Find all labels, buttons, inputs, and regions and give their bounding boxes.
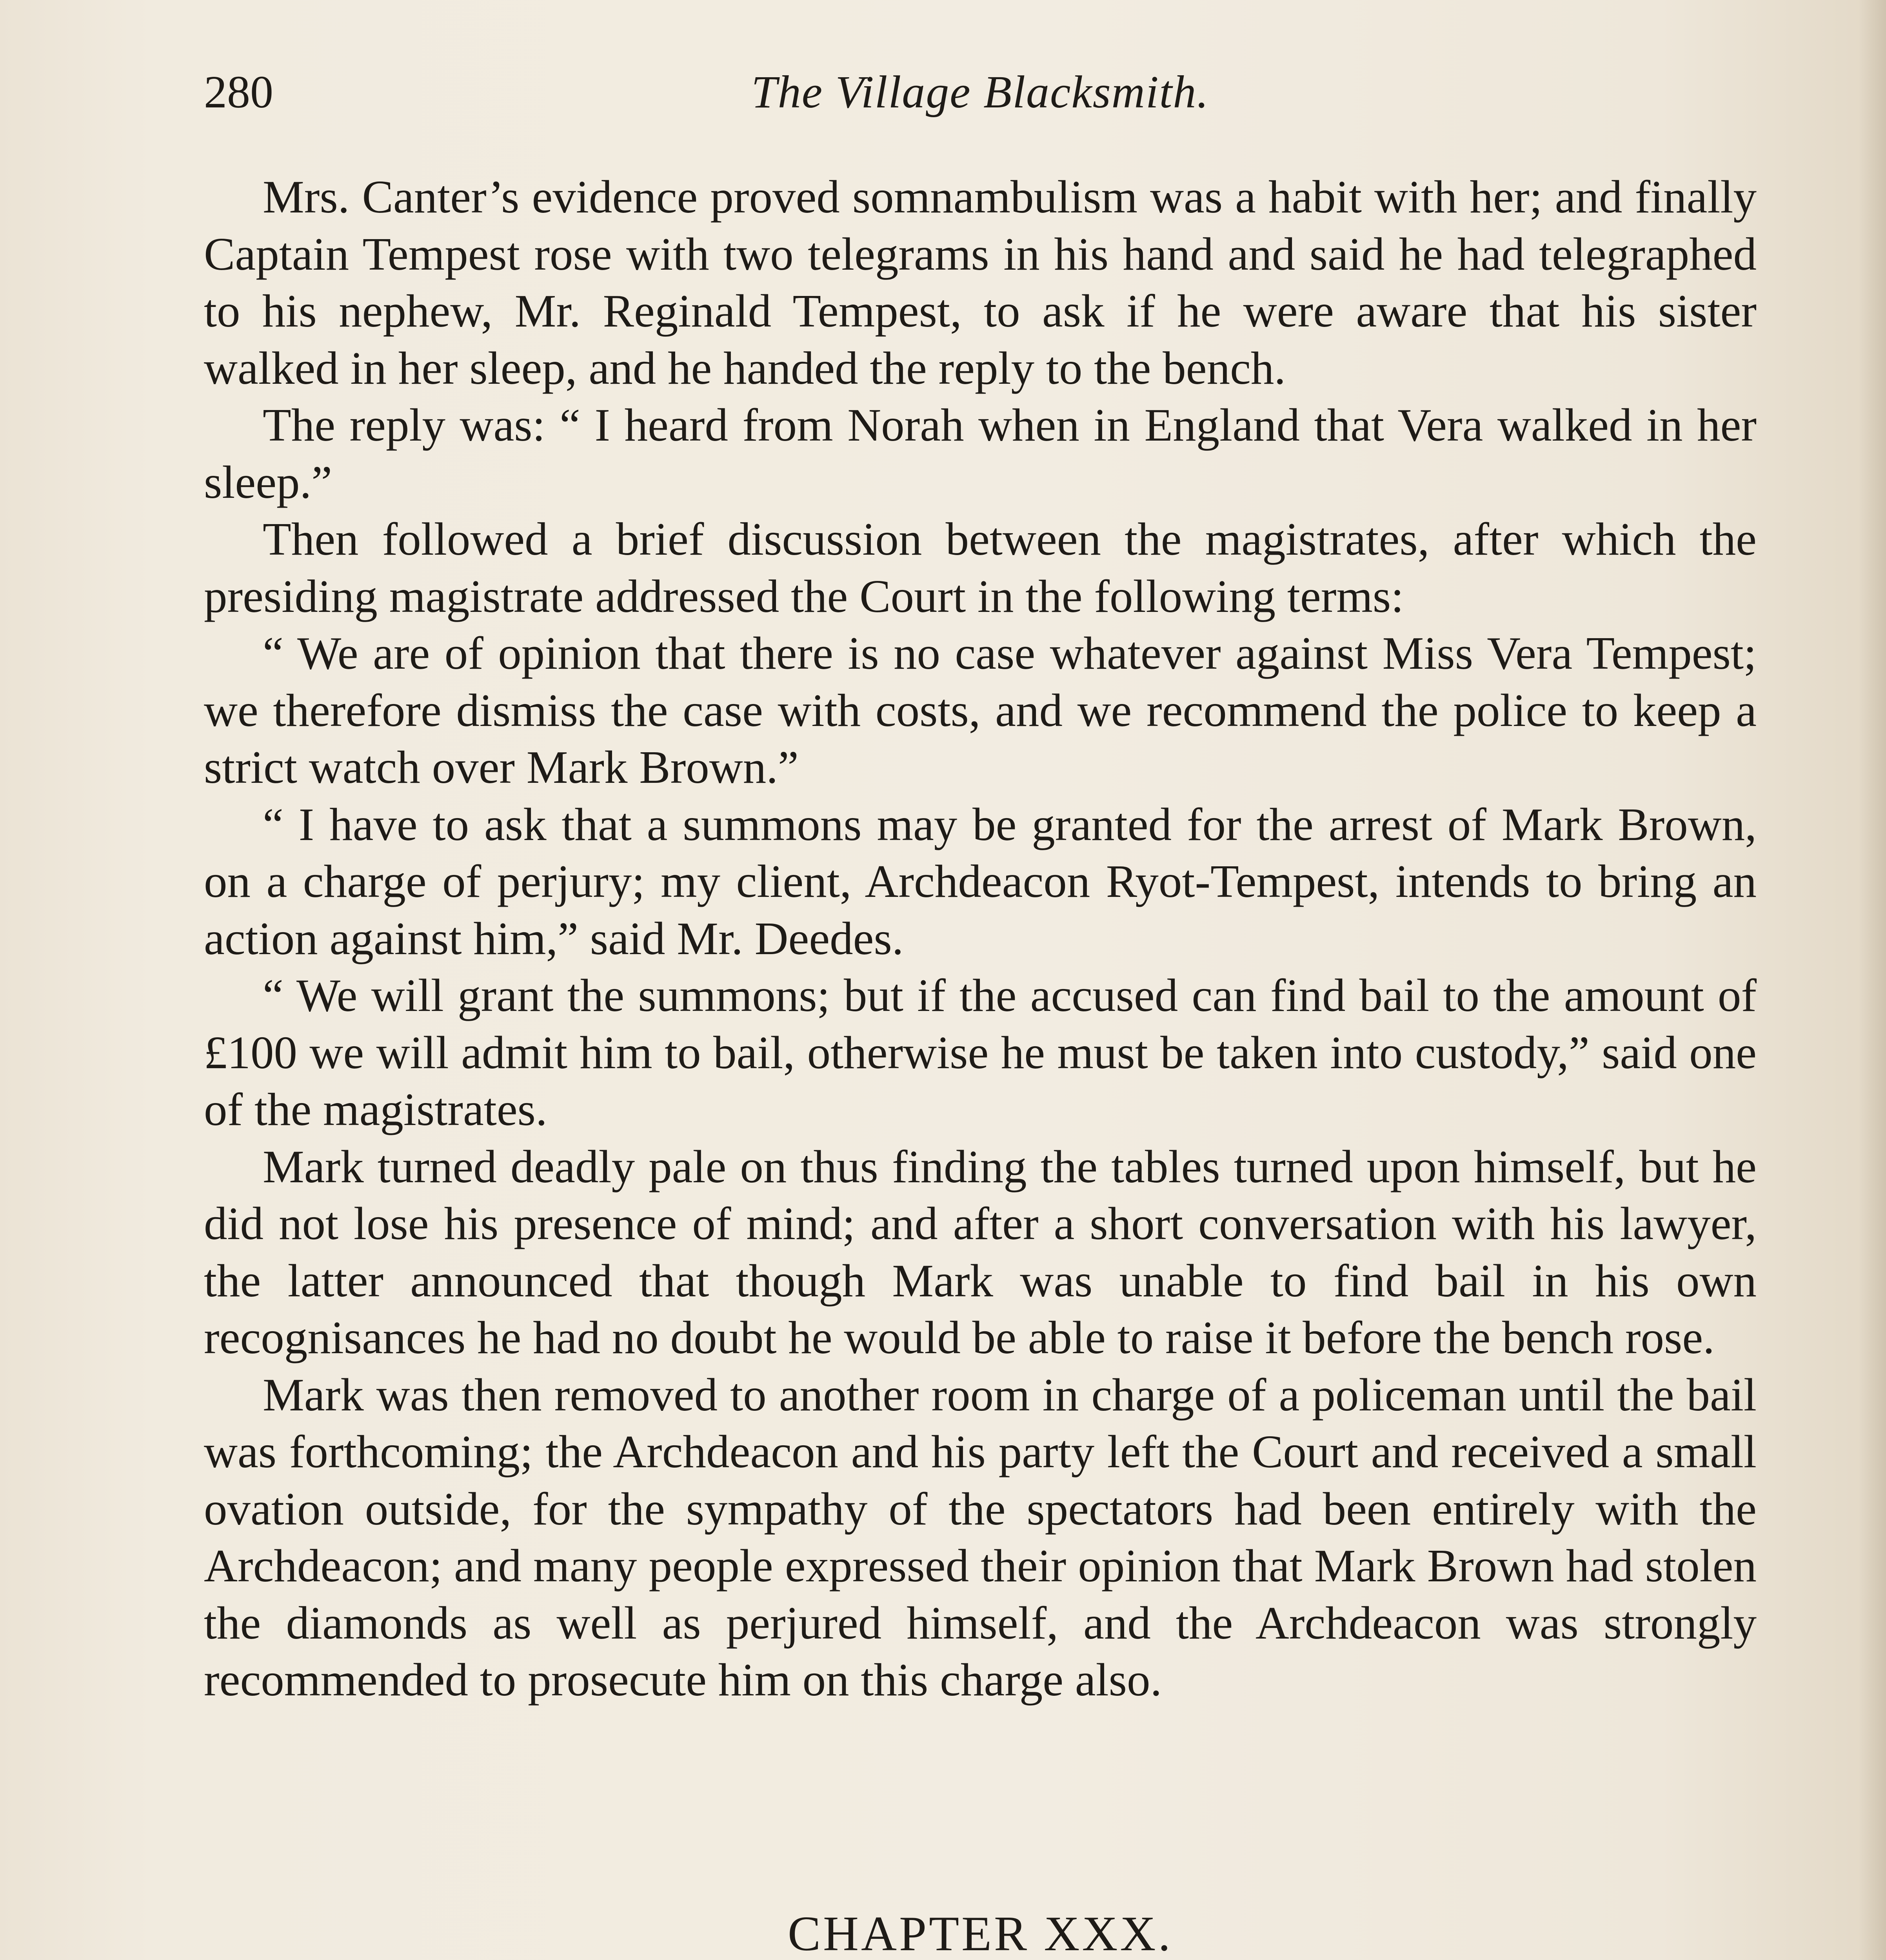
page-header — [204, 59, 1757, 125]
chapter-heading: CHAPTER XXX. — [787, 1906, 1173, 1960]
page-body — [204, 169, 1757, 1960]
paragraph: Mark was then removed to another room in charge of a policeman until the bail was forthcoming; the Archdeacon and his party left the Court and received a small ovation outside, for the sympathy of the spectators had been entirely with the Archdeacon; and many people expressed their opinion that Mark Brown had stolen the diamonds as well as perjured himself, and the Archdeacon was strongly recommended to prosecute him on this charge also. — [204, 1368, 1757, 1706]
page-edge-shadow — [1859, 0, 1886, 1960]
paragraph: “ I have to ask that a summons may be granted for the arrest of Mark Brown, on a charge of perjury; my client, Archdeacon Ryot-Tempest, intends to bring an action against him,” said Mr. Deedes. — [204, 798, 1757, 964]
paragraph: Mark turned deadly pale on thus finding the tables turned upon himself, but he did not lose his presence of mind; and after a short conversation with his lawyer, the latter announced that though Mark was unable to find bail in his own recognisances he had no doubt he would be able to raise it before the bench rose. — [204, 1140, 1757, 1363]
chapter-continuation — [204, 169, 1757, 1709]
paragraph: Then followed a brief discussion between the magistrates, after which the presiding magistrate addressed the Court in the following terms: — [204, 513, 1757, 622]
page-number: 280 — [204, 66, 273, 118]
paragraph: “ We will grant the summons; but if the accused can find bail to the amount of £100 we will admit him to bail, otherwise he must be taken into custody,” said one of the magistrates. — [204, 969, 1757, 1135]
paragraph: Mrs. Canter’s evidence proved somnambulism was a habit with her; and finally Captain Tempest rose with two telegrams in his hand and said he had telegraphed to his nephew, Mr. Reginald Tempest, to ask if he were aware that his sister walked in her sleep, and he handed the reply to the bench. — [204, 171, 1757, 394]
paragraph: “ We are of opinion that there is no case whatever against Miss Vera Tempest; we therefore dismiss the case with costs, and we recommend the police to keep a strict watch over Mark Brown.” — [204, 627, 1757, 793]
running-title: The Village Blacksmith. — [751, 66, 1209, 118]
paragraph: The reply was: “ I heard from Norah when in England that Vera walked in her sleep.” — [204, 399, 1757, 508]
